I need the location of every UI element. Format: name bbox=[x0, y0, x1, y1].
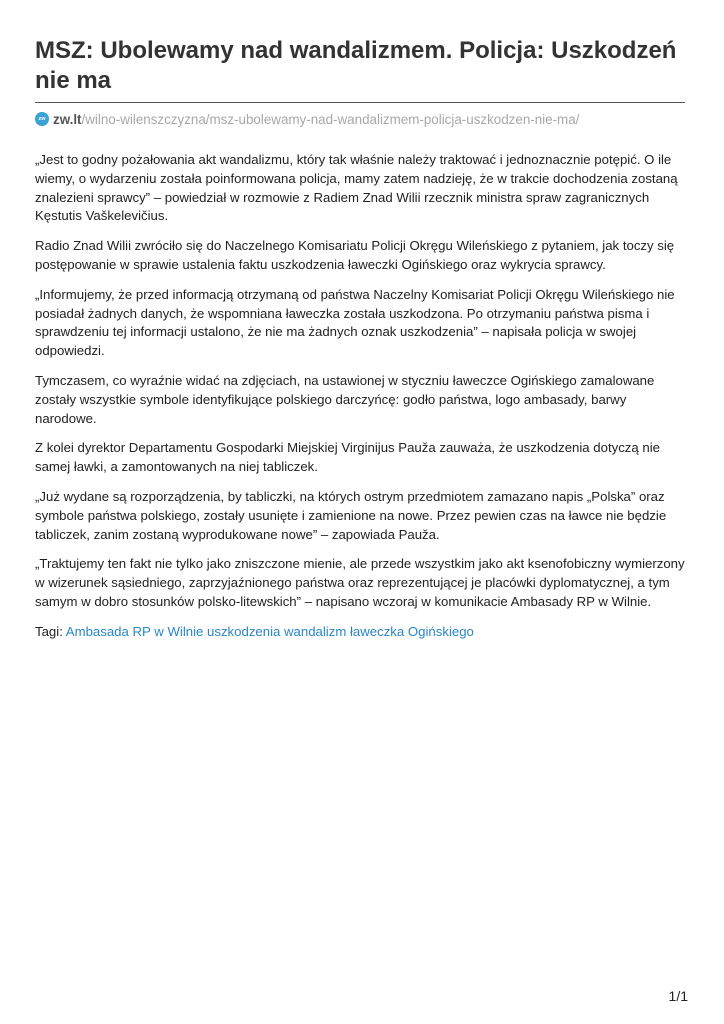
site-logo-icon: zw bbox=[35, 112, 49, 126]
paragraph: Z kolei dyrektor Departamentu Gospodarki Miejskiej Virginijus Pauža zauważa, że uszkodzenia dotyczą nie samej ławki, a zamontowanych na niej tabliczek. bbox=[35, 440, 661, 475]
source-line[interactable] bbox=[35, 109, 685, 129]
paragraph: „Traktujemy ten fakt nie tylko jako zniszczone mienie, ale przede wszystkim jako akt ksenofobiczny wymierzony w wizerunek sąsiedniego, zaprzyjaźnionego państwa oraz reprezentującej je placówki dyplomatycznej, a tym samym w dobro stosunków polsko-litewskich” – napisano wczoraj w komunikacie Ambasady RP w Wilnie. bbox=[35, 556, 685, 609]
tag-link[interactable]: uszkodzenia bbox=[207, 623, 281, 639]
paragraph: „Już wydane są rozporządzenia, by tabliczki, na których ostrym przedmiotem zamazano napis „Polska” oraz symbole państwa polskiego, zostały usunięte i zamienione na nowe. Przez pewien czas na ławce nie będzie tabliczek, zanim zostaną wyprodukowane nowe” – zapowiada Pauža. bbox=[35, 488, 667, 542]
paragraph: Tymczasem, co wyraźnie widać na zdjęciach, na ustawionej w styczniu ławeczce Ogińskiego zamalowane zostały wszystkie symbole identyfikujące polskiego darczyńcę: godło państwa, logo ambasady, barwy narodowe. bbox=[35, 372, 655, 426]
tag-link[interactable]: Ambasada RP w Wilnie bbox=[65, 623, 204, 639]
paragraph: Radio Znad Wilii zwróciło się do Naczelnego Komisariatu Policji Okręgu Wileńskiego z pytaniem, jak toczy się postępowanie w sprawie ustalenia faktu uszkodzenia ławeczki Ogińskiego oraz wykrycia sprawcy. bbox=[35, 238, 675, 272]
tags-line bbox=[35, 623, 686, 642]
tag-link[interactable]: ławeczka Ogińskiego bbox=[350, 623, 474, 639]
page-title: MSZ: Ubolewamy nad wandalizmem. Policja: Uszkodzeń nie ma bbox=[35, 37, 677, 94]
paragraph: „Informujemy, że przed informacją otrzymaną od państwa Naczelny Komisariat Policji Okręgu Wileńskiego nie posiadał żadnych danych, że wspomniana ławeczka została uszkodzona. Po otrzymaniu państwa pisma i sprawdzeniu tej informacji ustalono, że nie ma żadnych oznak uszkodzenia” – napisała policja w swojej odpowiedzi. bbox=[35, 286, 675, 359]
article-body bbox=[35, 151, 686, 653]
tags-label: Tagi: bbox=[35, 623, 63, 639]
source-domain[interactable]: zw.lt bbox=[53, 111, 82, 127]
paragraph: „Jest to godny pożałowania akt wandalizmu, który tak właśnie należy traktować i jednoznacznie potępić. O ile wiemy, o wydarzeniu została poinformowana policja, mamy zatem nadzieję, że w trakcie dochodzenia zostaną znalezieni sprawcy” – powiedział w rozmowie z Radiem Znad Wilii rzecznik ministra spraw zagranicznych Kęstutis Vaškelevičius. bbox=[35, 152, 678, 224]
tag-link[interactable]: wandalizm bbox=[284, 623, 347, 639]
page-number: 1/1 bbox=[668, 988, 688, 1004]
source-path[interactable]: /wilno-wilenszczyzna/msz-ubolewamy-nad-wandalizmem-policja-uszkodzen-nie-ma/ bbox=[81, 111, 580, 127]
title-divider bbox=[35, 102, 685, 103]
